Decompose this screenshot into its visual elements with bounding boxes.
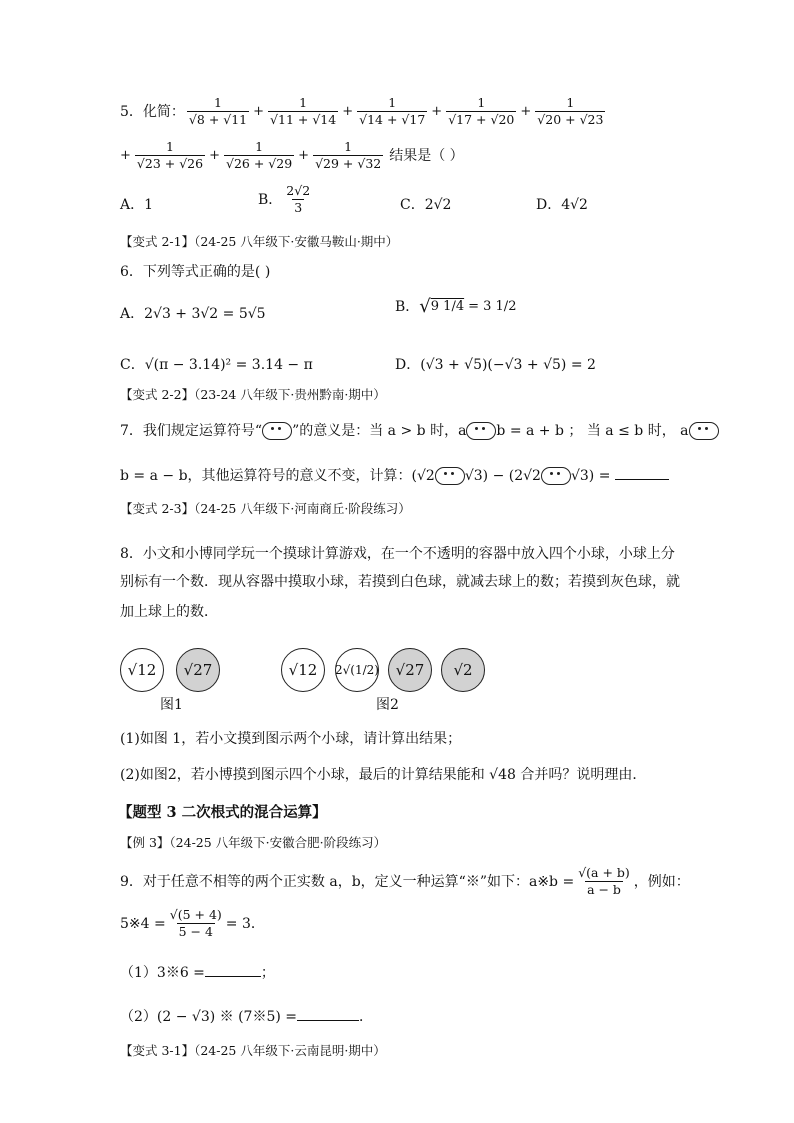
q5-line1: 5．化简： $\frac{1}{√8 + √11}$ + $\frac{1}{√11 + √14}$ + $\frac{1}{√14 + √17}$ + $\frac{1}{√17 + √20}$ + $\frac{1}{√20 + √23}$: [120, 95, 604, 127]
q5-option-d: D．4√2: [536, 197, 588, 213]
q5-fraction: $\frac{1}{√14 + √17}$: [359, 95, 426, 127]
q5-fraction: $\frac{1}{√26 + √29}$: [225, 139, 293, 171]
section-title: 【题型 3 二次根式的混合运算】: [118, 804, 327, 821]
q9-example: 5※4 = $\frac{√(5 + 4)}{5 - 4}$ = 3．: [120, 907, 265, 939]
q5-label: 5．化简：: [120, 103, 185, 120]
q5-option-c: C．2√2: [400, 197, 452, 213]
white-ball: √12: [281, 648, 325, 692]
smiley-operator-icon: [466, 422, 496, 440]
q6-option-d: D．(√3 + √5)(−√3 + √5) = 2: [395, 357, 596, 373]
figure2-caption: 图2: [376, 697, 399, 713]
q5-fraction: $\frac{1}{√29 + √32}$: [315, 139, 382, 171]
q8-line1: 8．小文和小博同学玩一个摸球计算游戏，在一个不透明的容器中放入四个小球，小球上分: [120, 546, 675, 562]
variant-2-2-heading: 【变式 2-2】（23-24 八年级下·贵州黔南·期中）: [120, 387, 386, 402]
q7-line2: b = a − b，其他运算符号的意义不变，计算：(√2 √3) − (2√2 √3) =: [120, 465, 669, 485]
q8-sub2: (2)如图2，若小博摸到图示四个小球，最后的计算结果能和 √48 合并吗？说明理由．: [120, 767, 647, 783]
q5-option-a: A．1: [120, 197, 154, 213]
q9-sub1: （1）3※6 = ；: [120, 962, 275, 982]
q5-fraction: $\frac{1}{√17 + √20}$: [448, 95, 515, 127]
q9-sub2: （2）(2 − √3) ※ (7※5) = ．: [120, 1006, 373, 1026]
q6-option-b: B． √ 9 1/4 = 3 1/2: [395, 296, 517, 317]
white-ball: √12: [120, 648, 164, 692]
answer-blank[interactable]: [615, 465, 669, 480]
smiley-operator-icon: [435, 467, 465, 485]
answer-blank[interactable]: [205, 962, 261, 977]
figure1-caption: 图1: [160, 697, 183, 713]
q6-option-c: C．√(π − 3.14)² = 3.14 − π: [120, 357, 313, 373]
answer-blank[interactable]: [297, 1006, 359, 1021]
q5-line2: + $\frac{1}{√23 + √26}$ + $\frac{1}{√26 + √29}$ + $\frac{1}{√29 + √32}$ 结果是（ ）: [120, 139, 464, 171]
grey-ball: √2: [441, 648, 485, 692]
q8-line3: 加上球上的数．: [120, 604, 218, 620]
q8-line2: 别标有一个数．现从容器中摸取小球，若摸到白色球，就减去球上的数；若摸到灰色球，就: [120, 574, 680, 590]
q5-option-b: B． $\frac{2√2}{3}$: [258, 183, 311, 215]
smiley-operator-icon: [541, 467, 571, 485]
q6-stem: 6．下列等式正确的是( ): [120, 264, 271, 280]
q7-line1: 7．我们规定运算符号“ ”的意义是：当 a > b 时，a b = a + b ； 当 a ≤ b 时， a: [120, 422, 719, 440]
white-ball: 2√(1/2): [335, 648, 379, 692]
q6-option-a: A．2√3 + 3√2 = 5√5: [120, 306, 266, 322]
smiley-operator-icon: [262, 422, 292, 440]
q8-sub1: (1)如图 1，若小文摸到图示两个小球，请计算出结果；: [120, 731, 462, 747]
q5-tail: 结果是（ ）: [389, 147, 464, 164]
q5-fraction: $\frac{1}{√11 + √14}$: [270, 95, 337, 127]
variant-2-1-heading: 【变式 2-1】（24-25 八年级下·安徽马鞍山·期中）: [120, 234, 399, 249]
q5-fraction: $\frac{1}{√20 + √23}$: [537, 95, 604, 127]
q9-line1: 9．对于任意不相等的两个正实数 a，b，定义一种运算“※”如下：a※b = $\frac{√(a + b)}{a - b}$ ，例如：: [120, 865, 690, 897]
variant-2-3-heading: 【变式 2-3】（24-25 八年级下·河南商丘·阶段练习）: [120, 501, 411, 516]
variant-3-1-heading: 【变式 3-1】（24-25 八年级下·云南昆明·期中）: [120, 1043, 386, 1058]
grey-ball: √27: [388, 648, 432, 692]
q5-fraction: $\frac{1}{√8 + √11}$: [188, 95, 248, 127]
example-3-heading: 【例 3】（24-25 八年级下·安徽合肥·阶段练习）: [120, 835, 387, 850]
smiley-operator-icon: [689, 422, 719, 440]
grey-ball: √27: [176, 648, 220, 692]
q5-fraction: $\frac{1}{√23 + √26}$: [136, 139, 204, 171]
